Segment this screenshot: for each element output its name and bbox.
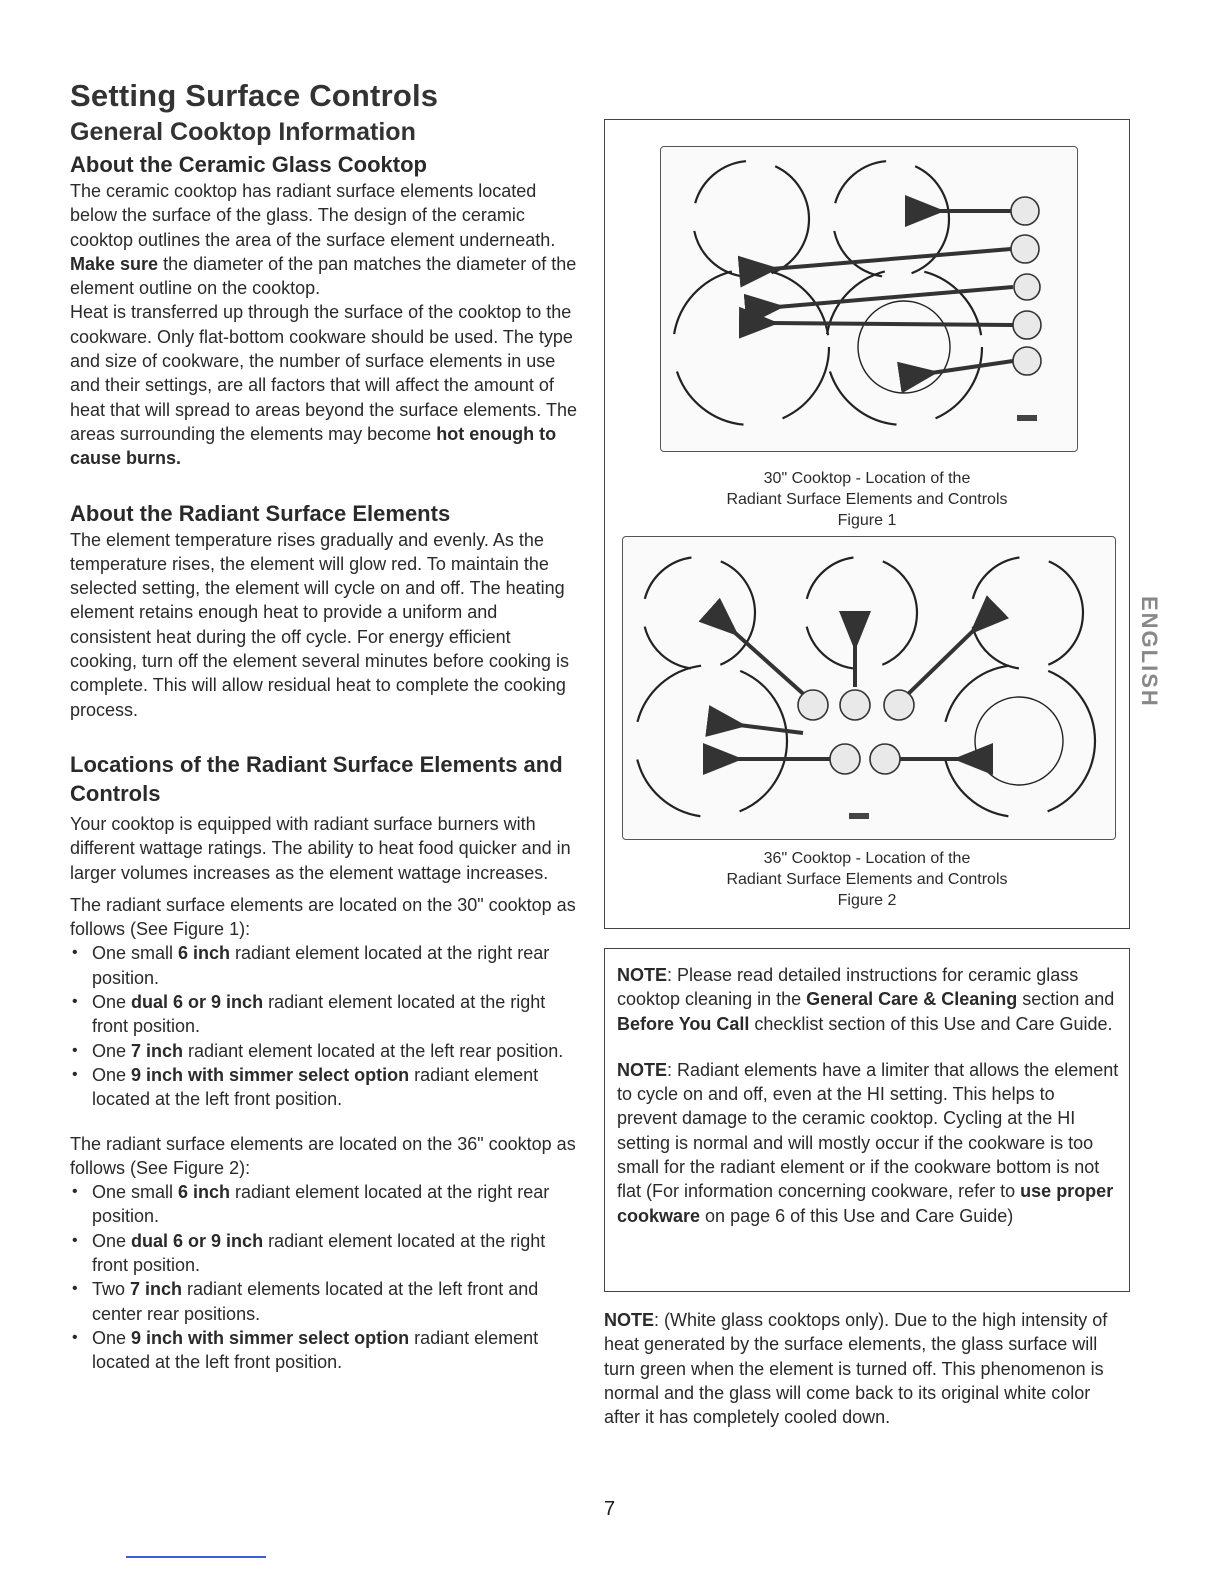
figure-1-caption-line-2: Radiant Surface Elements and Controls — [726, 491, 1008, 508]
cooktop-30-diagram — [661, 147, 1077, 451]
bottom-rule — [126, 1556, 266, 1558]
figure-2-caption — [604, 848, 1130, 911]
list-item: • One dual 6 or 9 inch radiant element located at the right front position. — [70, 990, 580, 1039]
ceramic-paragraph-2: Heat is transferred up through the surface of the cooktop to the cookware. Only flat-bottom cookware should be used. The type and size of cookware, the number of surface elements in use and their settings, are all factors that will affect the amount of heat that will spread to areas beyond the surface elements. The areas surrounding the elements may become hot enough to cause burns. — [70, 302, 577, 469]
note-cleaning: NOTE: Please read detailed instructions for ceramic glass cooktop cleaning in the General Care & Cleaning section and Before You Call checklist section of this Use and Care Guide. — [617, 965, 1115, 1034]
list-item: • Two 7 inch radiant elements located at the left front and center rear positions. — [70, 1277, 580, 1326]
figure-1-caption — [604, 468, 1130, 531]
note-white-glass: NOTE: (White glass cooktops only). Due to the high intensity of heat generated by the surface elements, the glass surface will turn green when the element is turned off. This phenomenon is normal and the glass will come back to its original white color after it has completely cooled down. — [604, 1310, 1108, 1428]
radiant-elements-text: The element temperature rises gradually and evenly. As the temperature rises, the element will glow red. To maintain the selected setting, the element will cycle on and off. The heating element retains enough heat to provide a uniform and consistent heat during the off cycle. For energy efficient cooking, turn off the element several minutes before cooking is complete. This will allow residual heat to complete the cooking process. — [70, 529, 569, 720]
list-36-inch — [70, 1180, 580, 1374]
left-column — [70, 150, 580, 1374]
list-item: • One small 6 inch radiant element located at the right rear position. — [70, 941, 580, 990]
notes-box — [604, 948, 1130, 1292]
ceramic-glass-text — [70, 179, 580, 471]
locations-paragraph-1: Your cooktop is equipped with radiant surface burners with different wattage ratings. The ability to heat food quicker and in larger volumes increases as the element wattage increases. — [70, 813, 571, 883]
ceramic-paragraph-1: The ceramic cooktop has radiant surface elements located below the surface of the glass. The design of the ceramic cooktop outlines the area of the surface element underneath. Make sure the diameter of the pan matches the diameter of the element outline on the cooktop. — [70, 181, 577, 299]
list-30-inch — [70, 941, 580, 1111]
list-item: • One dual 6 or 9 inch radiant element located at the right front position. — [70, 1229, 580, 1278]
list-item: • One small 6 inch radiant element located at the right rear position. — [70, 1180, 580, 1229]
figure-2-cooktop-36 — [622, 536, 1116, 840]
note-limiter: NOTE: Radiant elements have a limiter that allows the element to cycle on and off, even at the HI setting. This helps to prevent damage to the ceramic cooktop. Cycling at the HI setting is normal and will mostly occur if the cookware is too small for the radiant element or if the cookware bottom is not flat (For information concerning cookware, refer to use proper cookware on page 6 of this Use and Care Guide) — [617, 1059, 1119, 1226]
figure-1-cooktop-30 — [660, 146, 1078, 452]
page-title: Setting Surface Controls — [70, 78, 439, 113]
cooktop-36-diagram — [623, 537, 1115, 839]
list-item: • One 9 inch with simmer select option radiant element located at the left front position. — [70, 1326, 580, 1375]
figure-2-caption-line-2: Radiant Surface Elements and Controls — [726, 871, 1008, 888]
heading-radiant-elements: About the Radiant Surface Elements — [70, 500, 451, 526]
heading-locations: Locations of the Radiant Surface Elements and Controls — [70, 751, 563, 806]
section-title: General Cooktop Information — [70, 118, 416, 146]
page-number: 7 — [604, 1498, 616, 1520]
list-item: • One 7 inch radiant element located at the left rear position. — [70, 1039, 580, 1063]
figure-1-label: Figure 1 — [837, 512, 897, 529]
locations-text — [70, 812, 580, 1375]
locations-paragraph-2: The radiant surface elements are located on the 30" cooktop as follows (See Figure 1): — [70, 894, 576, 940]
figure-1-caption-line-1: 30" Cooktop - Location of the — [763, 470, 971, 487]
locations-paragraph-3: The radiant surface elements are located on the 36" cooktop as follows (See Figure 2): — [70, 1133, 576, 1178]
figure-2-label: Figure 2 — [837, 892, 897, 909]
list-item: • One 9 inch with simmer select option radiant element located at the left front position. — [70, 1063, 580, 1112]
heading-ceramic-glass: About the Ceramic Glass Cooktop — [70, 152, 427, 177]
language-tab: ENGLISH — [1137, 596, 1162, 708]
figure-2-caption-line-1: 36" Cooktop - Location of the — [763, 850, 971, 867]
